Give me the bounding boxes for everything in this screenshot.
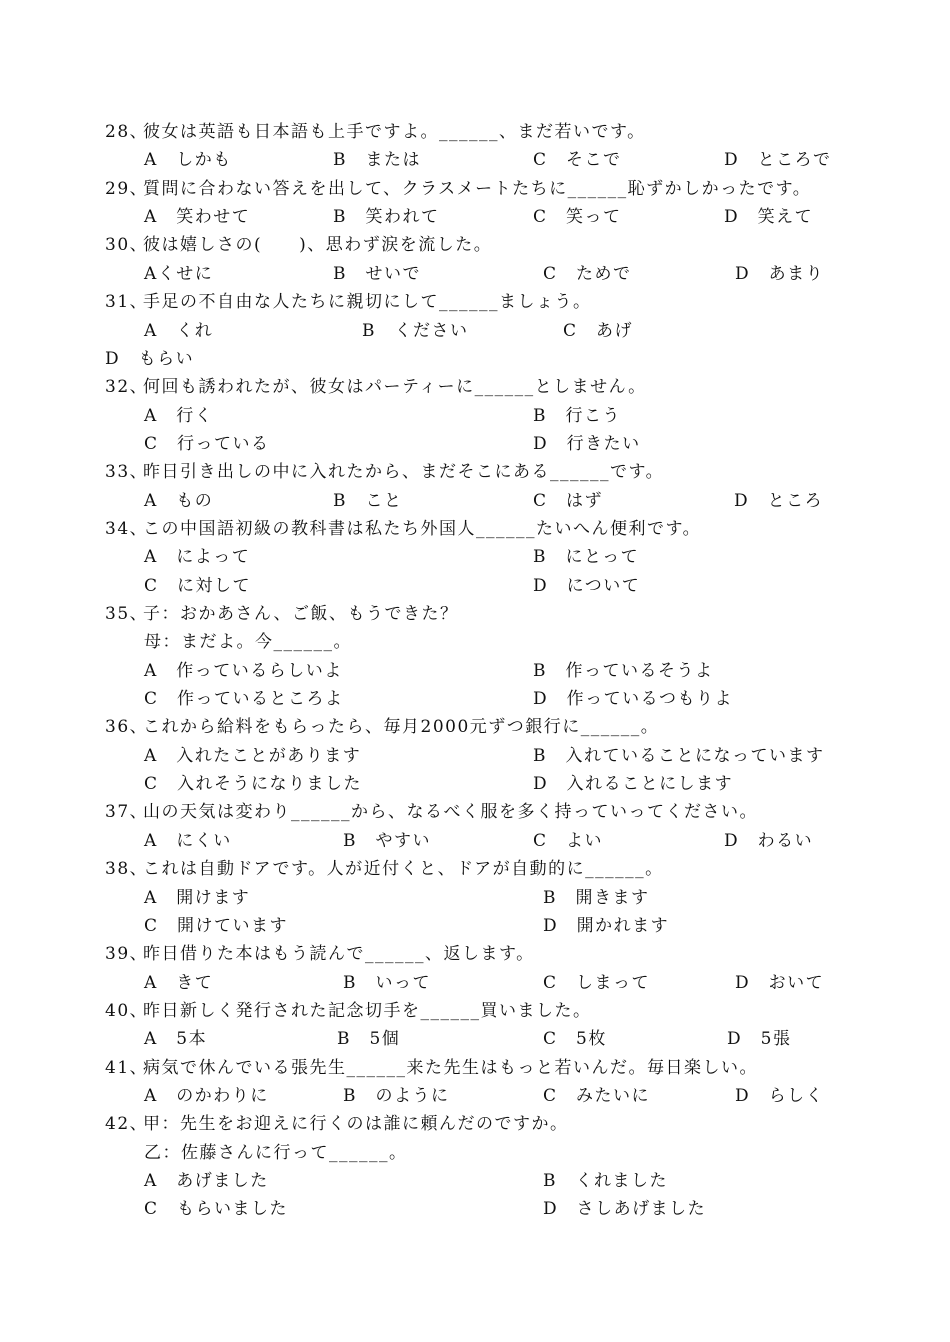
q37-option: A にくい [144,830,232,851]
q35-option: D 作っているつもりよ [533,689,733,709]
q30-stem: 彼は嬉しさの( )、思わず涙を流した。 [143,235,493,256]
q36-question-text: 36、 [105,717,149,738]
q42-question-line [0,1110,950,1138]
q38-options-row [0,884,950,912]
q40-question-text: 40、 [105,1000,149,1021]
q33-option: B こと [333,490,403,511]
q39-option: C しまって [543,972,651,993]
q34-option: C に対して [144,575,252,596]
q35-stem: 子：おかあさん、ご飯、もうできた？ [143,604,459,624]
q39-option: A きて [144,972,214,993]
q34-options-row [0,572,950,600]
q29-options-row [0,203,950,231]
q29-option: B 笑われて [333,207,440,228]
q35-option: C 作っているところよ [144,689,344,709]
q39-option: D おいて [735,972,825,993]
q33-option: C はず [533,490,604,511]
q30-option: C ためで [543,263,632,284]
q31-stem: 手足の不自由な人たちに親切にして______ましょう。 [143,292,592,313]
q31-question-line [0,288,950,316]
q31-option: B ください [362,320,469,341]
q40-question-line [0,997,950,1025]
q28-question-line [0,118,950,146]
q37-question-text: 37、 [105,802,149,823]
q29-question-text: 29、 [105,178,149,199]
q35-option: A 作っているらしいよ [144,660,343,681]
q31-option: C あげ [563,320,634,341]
q38-question-line [0,855,950,883]
q37-options-row [0,827,950,855]
q42-option: A あげました [144,1171,269,1191]
q33-option: A もの [144,490,214,511]
q35-dialogue-line [0,628,950,656]
q42-question-text: 42、 [105,1114,149,1135]
q42-dialogue-text: 乙：佐藤さんに行って______。 [144,1142,408,1163]
q36-option: B 入れていることになっています [533,745,825,766]
q36-stem: これから給料をもらったら、毎月2000元ずつ銀行に______。 [143,717,660,738]
q33-options-row [0,487,950,515]
q34-options-row [0,543,950,571]
q34-option: B にとって [533,547,640,568]
q36-options-row [0,770,950,798]
q35-option: B 作っているそうよ [533,660,714,681]
q42-stem: 甲：先生をお迎えに行くのは誰に頼んだのですか。 [143,1114,569,1135]
q29-option: A 笑わせて [144,207,251,228]
q39-stem: 昨日借りた本はもう読んで______、返します。 [143,944,535,965]
q41-option: C みたいに [543,1085,651,1106]
q42-options-row [0,1167,950,1195]
q31-options-row [0,317,950,345]
q41-question-line [0,1054,950,1082]
q36-question-line [0,713,950,741]
q28-option: C そこで [533,150,622,171]
q37-stem: 山の天気は変わり______から、なるべく服を多く持っていってください。 [143,802,758,823]
q33-option: D ところ [734,490,824,511]
q38-option: C 開けています [144,915,289,936]
q29-option: D 笑えて [724,207,814,228]
q31-option: D もらい [105,348,195,369]
q38-option: A 開けます [144,887,251,908]
q41-options-row [0,1082,950,1110]
q30-question-line [0,231,950,259]
q35-options-row [0,685,950,713]
q31-question-text: 31、 [105,292,149,313]
q39-question-text: 39、 [105,944,149,965]
q28-question-text: 28、 [105,122,149,142]
q29-stem: 質問に合わない答えを出して、クラスメートたちに______恥ずかしかったです。 [143,178,812,199]
q40-options-row [0,1025,950,1053]
q32-question-line [0,373,950,401]
q37-option: C よい [533,830,604,851]
q29-option: C 笑って [533,207,622,228]
q33-question-line [0,458,950,486]
q36-option: D 入れることにします [533,774,734,795]
q32-option: B 行こう [533,405,621,426]
q42-option: D さしあげました [543,1199,707,1220]
q35-question-text: 35、 [105,604,149,624]
q31-options-row [0,345,950,373]
q32-options-row [0,430,950,458]
q28-stem: 彼女は英語も日本語も上手ですよ。______、まだ若いです。 [143,122,646,142]
q41-stem: 病気で休んでいる張先生______来た先生はもっと若いんだ。毎日楽しい。 [143,1057,758,1078]
q30-option: B せいで [333,263,421,284]
q28-option: D ところで [724,150,832,171]
q42-option: B くれました [543,1171,668,1191]
q35-dialogue-text: 母：まだよ。今______。 [144,632,352,653]
q30-question-text: 30、 [105,235,149,256]
q30-option: Aくせに [144,263,214,284]
q41-option: A のかわりに [144,1085,269,1106]
q32-options-row [0,402,950,430]
q37-option: D わるい [724,830,814,851]
q28-option: B または [333,150,421,171]
q32-stem: 何回も誘われたが、彼女はパーティーに______としません。 [143,377,647,398]
q40-option: B 5個 [337,1029,401,1050]
q38-options-row [0,912,950,940]
q30-option: D あまり [735,263,825,284]
q38-question-text: 38、 [105,859,149,880]
q33-question-text: 33、 [105,462,149,483]
q40-option: D 5張 [727,1029,792,1050]
q41-question-text: 41、 [105,1057,149,1078]
q42-options-row [0,1195,950,1223]
q32-option: C 行っている [144,433,270,454]
q28-options-row [0,146,950,174]
q39-options-row [0,969,950,997]
q40-option: A 5本 [144,1029,208,1050]
q38-stem: これは自動ドアです。人が近付くと、ドアが自動的に______。 [143,859,664,880]
q37-question-line [0,798,950,826]
q34-question-line [0,515,950,543]
q34-option: D について [533,575,641,596]
q34-question-text: 34、 [105,518,149,539]
q42-dialogue-line [0,1139,950,1167]
q38-option: B 開きます [543,887,650,908]
q28-option: A しかも [144,150,232,171]
q32-question-text: 32、 [105,377,149,398]
q39-option: B いって [343,972,431,993]
q32-option: A 行く [144,405,214,426]
q34-option: A によって [144,547,251,568]
q36-option: C 入れそうになりました [144,774,363,795]
q42-option: C もらいました [144,1199,289,1220]
q36-options-row [0,742,950,770]
q38-option: D 開かれます [543,915,670,936]
q41-option: B のように [343,1085,450,1106]
q34-stem: この中国語初級の教科書は私たち外国人______たいへん便利です。 [143,518,702,539]
q41-option: D らしく [735,1085,825,1106]
q29-question-line [0,175,950,203]
q33-stem: 昨日引き出しの中に入れたから、まだそこにある______です。 [143,462,665,483]
q31-option: A くれ [144,320,214,341]
q40-stem: 昨日新しく発行された記念切手を______買いました。 [143,1000,592,1021]
q30-options-row [0,260,950,288]
q37-option: B やすい [343,830,431,851]
q36-option: A 入れたことがあります [144,745,362,766]
q40-option: C 5枚 [543,1029,607,1050]
q39-question-line [0,940,950,968]
q35-question-line [0,600,950,628]
q35-options-row [0,657,950,685]
q32-option: D 行きたい [533,433,641,454]
